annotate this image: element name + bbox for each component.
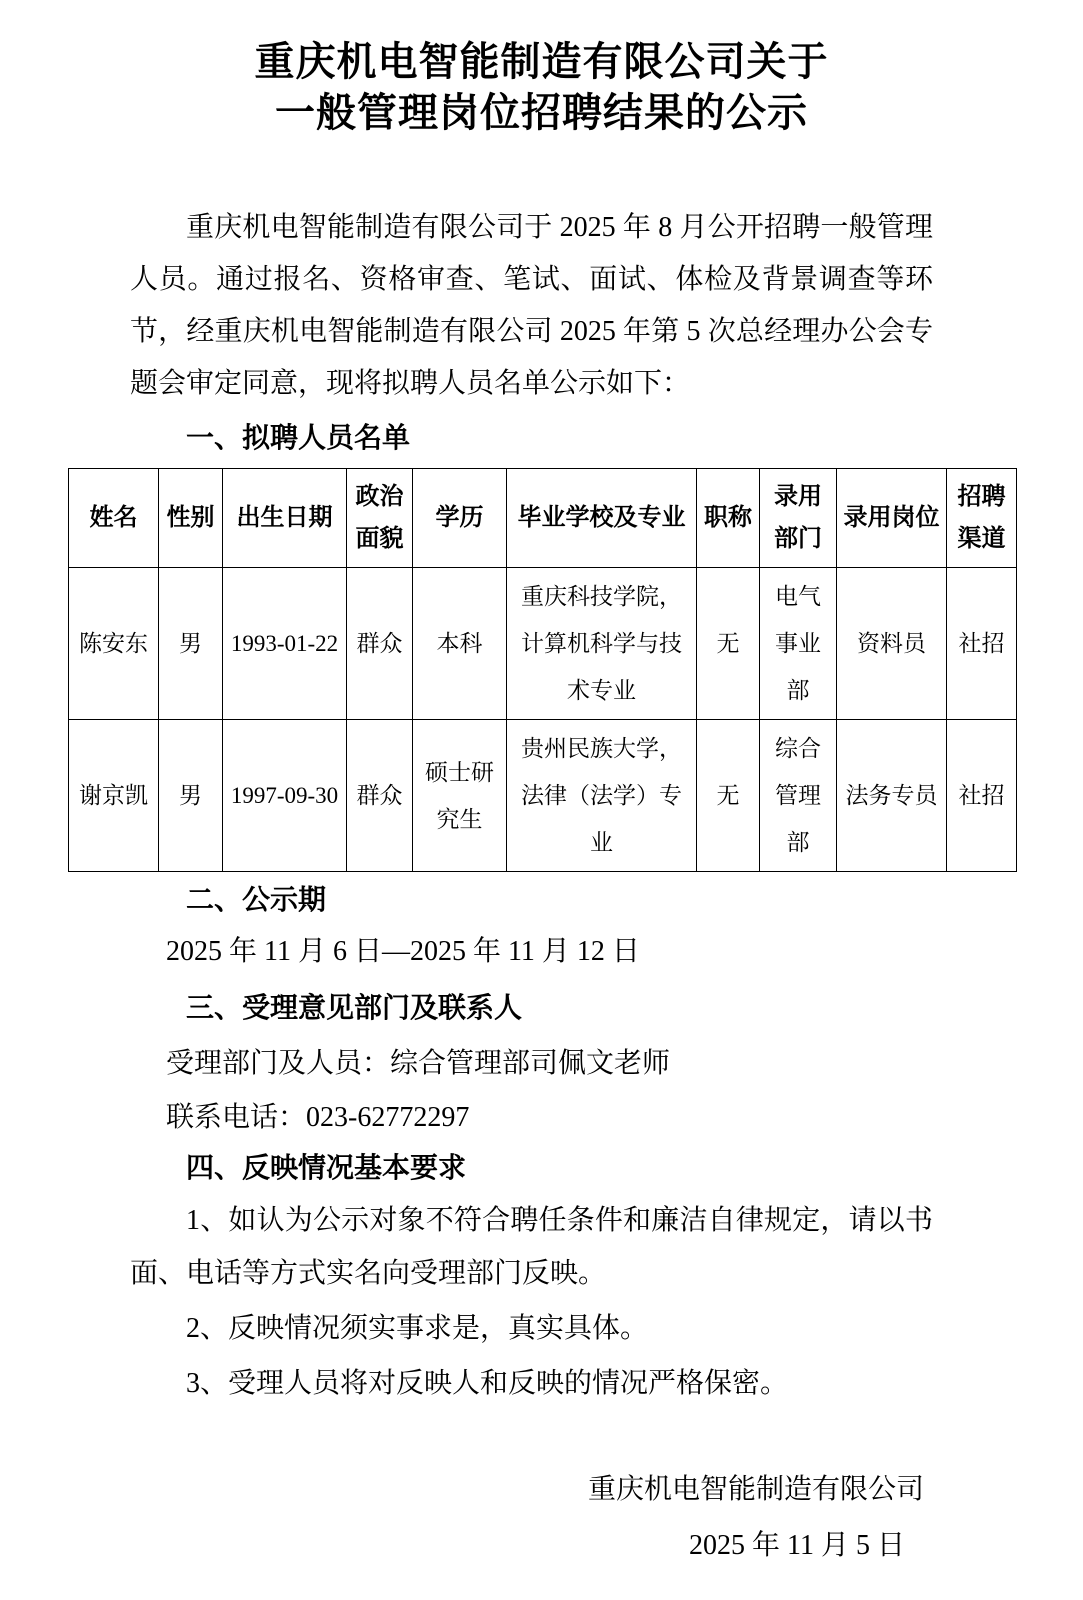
table-row-1 [69,568,1017,720]
header-cell-position: 录用岗位 [837,469,947,568]
publicity-period-value: 2025 年 11 月 6 日—2025 年 11 月 12 日 [166,936,640,967]
table-cell: 无 [697,568,760,720]
table-header-row [69,469,1017,568]
table-cell: 综合管理部 [760,720,837,872]
header-cell-political-status: 政治面貌 [347,469,413,568]
header-cell-gender: 性别 [159,469,223,568]
section-heading-contact: 三、受理意见部门及联系人 [186,992,523,1023]
section-heading-publicity-period: 二、公示期 [186,884,327,915]
table-cell: 谢京凯 [69,720,159,872]
table-cell: 电气事业部 [760,568,837,720]
header-cell-school-major: 毕业学校及专业 [507,469,697,568]
table-cell: 男 [159,568,223,720]
table-cell: 群众 [347,720,413,872]
header-cell-title: 职称 [697,469,760,568]
table-cell: 男 [159,720,223,872]
table-cell: 1993-01-22 [223,568,347,720]
table-cell: 贵州民族大学，法律（法学）专业 [507,720,697,872]
contact-phone-line: 联系电话：023-62772297 [166,1102,470,1133]
table-cell: 社招 [947,720,1017,872]
section-heading-candidate-list: 一、拟聘人员名单 [186,422,411,453]
requirement-item-3: 3、受理人员将对反映人和反映的情况严格保密。 [186,1368,789,1399]
title-line-1: 重庆机电智能制造有限公司关于 [254,39,829,84]
table-row-2 [69,720,1017,872]
title-line-2: 一般管理岗位招聘结果的公示 [275,90,808,135]
table-cell: 法务专员 [837,720,947,872]
table-cell: 重庆科技学院，计算机科学与技术专业 [507,568,697,720]
contact-department-line: 受理部门及人员：综合管理部司佩文老师 [166,1048,671,1079]
requirement-item-1: 1、如认为公示对象不符合聘任条件和廉洁自律规定，请以书面、电话等方式实名向受理部门反映。 [130,1205,933,1289]
signature-date: 2025 年 11 月 5 日 [689,1530,905,1561]
table-cell: 1997-09-30 [223,720,347,872]
header-cell-education: 学历 [413,469,507,568]
table-cell: 社招 [947,568,1017,720]
header-cell-department: 录用部门 [760,469,837,568]
signature-company: 重庆机电智能制造有限公司 [587,1474,924,1505]
candidates-table [68,468,1017,872]
header-cell-birthdate: 出生日期 [223,469,347,568]
header-cell-channel: 招聘渠道 [947,469,1017,568]
table-cell: 无 [697,720,760,872]
requirement-item-2: 2、反映情况须实事求是，真实具体。 [186,1313,649,1344]
page-title [0,0,1083,138]
table-cell: 陈安东 [69,568,159,720]
header-cell-name: 姓名 [69,469,159,568]
table-cell: 本科 [413,568,507,720]
table-cell: 资料员 [837,568,947,720]
table-cell: 群众 [347,568,413,720]
section-heading-requirements: 四、反映情况基本要求 [186,1152,467,1183]
table-cell: 硕士研究生 [413,720,507,872]
intro-paragraph: 重庆机电智能制造有限公司于 2025 年 8 月公开招聘一般管理人员。通过报名、资格审查、笔试、面试、体检及背景调查等环节，经重庆机电智能制造有限公司 2025 年第 5 次总经理办公会专题会审定同意，现将拟聘人员名单公示如下： [130,212,933,399]
